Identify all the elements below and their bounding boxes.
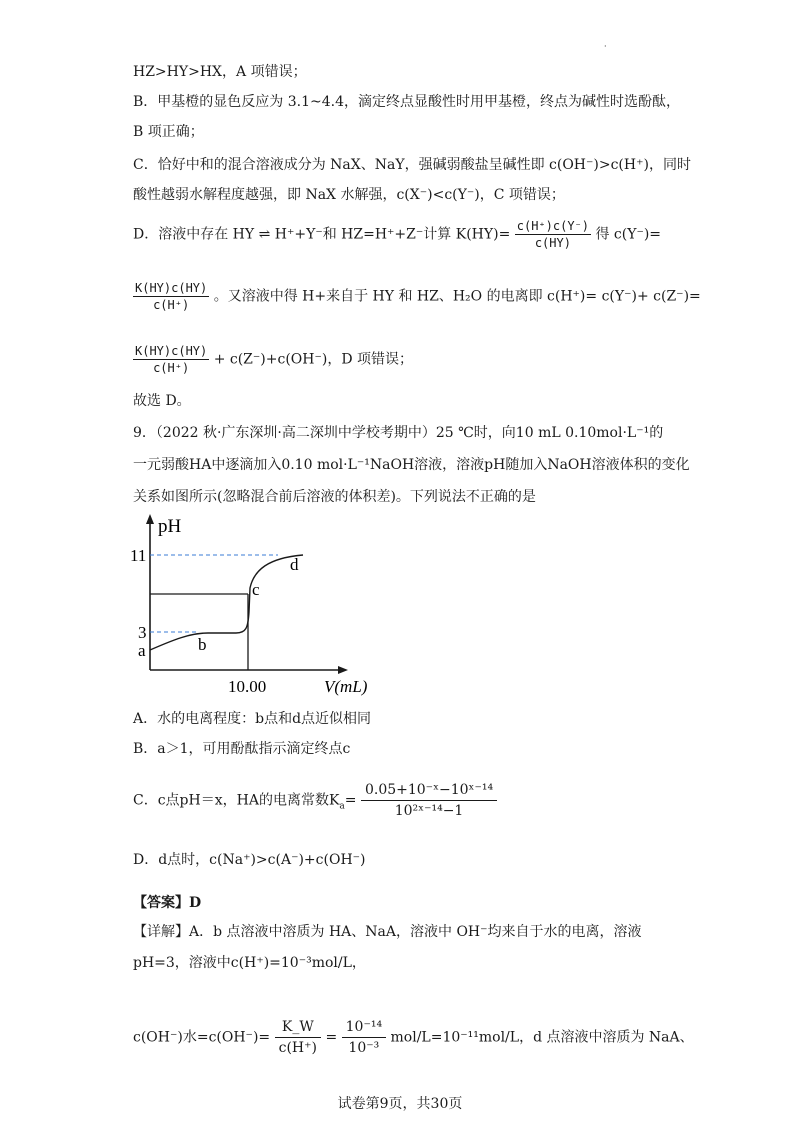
khy-denominator: c(HY) [534, 236, 571, 250]
text-line-4: C．恰好中和的混合溶液成分为 NaX、NaY，强碱弱酸盐呈碱性即 c(OH⁻)>c(H⁺)，同时 [133, 157, 691, 173]
answer: 【答案】D [133, 895, 202, 911]
khy-numerator: c(H⁺)c(Y⁻) [516, 219, 589, 233]
option-c [133, 780, 497, 821]
ka-subscript: a [339, 801, 345, 812]
kw-denominator: c(H⁺) [278, 1040, 317, 1056]
option-a: A．水的电离程度：b点和d点近似相同 [133, 711, 372, 727]
point-d-label: d [290, 555, 299, 574]
question-9-line-2: 一元弱酸HA中逐滴加入0.10 mol·L⁻¹NaOH溶液，溶液pH随加入NaOH溶液体积的变化 [133, 457, 690, 473]
page-footer: 试卷第9页，共30页 [337, 1096, 463, 1112]
khy-fraction [515, 218, 591, 251]
ratio-numerator: 10⁻¹⁴ [342, 1017, 386, 1038]
option-c-eq: = [344, 792, 357, 809]
y-axis-arrow [146, 514, 154, 524]
point-a-label: a [138, 641, 146, 660]
x-axis-label: V(mL) [324, 677, 368, 696]
cy2-fraction [133, 343, 209, 376]
line7-text: 。又溶液中得 H+来自于 HY 和 HZ、H₂O 的电离即 c(H⁺)= c(Y⁻)+ c(Z⁻)= [213, 288, 701, 305]
text-line-3: B 项正确； [133, 124, 204, 140]
text-line-7 [133, 280, 701, 313]
option-b: B．a＞1，可用酚酞指示滴定终点c [133, 741, 351, 757]
tick-3: 3 [138, 623, 147, 642]
text-line-1: HZ>HY>HX，A 项错误； [133, 64, 307, 80]
cy2-denominator: c(H⁺) [153, 361, 190, 375]
option-d: D．d点时，c(Na⁺)>c(A⁻)+c(OH⁻) [133, 852, 366, 868]
cy2-numerator: K(HY)c(HY) [135, 344, 208, 358]
text-line-9: 故选 D。 [133, 393, 191, 409]
point-b-label: b [198, 635, 207, 654]
x-tick-10: 10.00 [228, 677, 267, 696]
ratio-fraction [342, 1017, 386, 1058]
cy-denominator: c(H⁺) [153, 298, 190, 312]
ka-numerator: 0.05+10⁻ˣ−10ˣ⁻¹⁴ [361, 780, 497, 801]
ratio-denominator: 10⁻³ [348, 1040, 380, 1056]
ka-denominator: 10²ˣ⁻¹⁴−1 [394, 803, 464, 819]
x-axis-arrow [338, 666, 348, 674]
text-line-5: 酸性越弱水解程度越强，即 NaX 水解强，c(X⁻)<c(Y⁻)，C 项错误； [133, 187, 565, 203]
tick-11: 11 [130, 546, 147, 565]
line6-text-a: D．溶液中存在 HY ⇌ H⁺+Y⁻和 HZ=H⁺+Z⁻计算 K(HY)= [133, 226, 511, 243]
line8-text: + c(Z⁻)+c(OH⁻)，D 项错误； [213, 351, 414, 368]
exp3-text-b: mol/L=10⁻¹¹mol/L，d 点溶液中溶质为 NaA、 [390, 1029, 694, 1046]
explanation-line-2: pH=3，溶液中c(H⁺)=10⁻³mol/L， [133, 955, 366, 971]
cy-numerator: K(HY)c(HY) [135, 281, 208, 295]
option-c-text: C．c点pH＝x，HA的电离常数K [133, 792, 340, 809]
text-line-6 [133, 218, 661, 251]
titration-curve-graph [128, 512, 398, 697]
ka-fraction [361, 780, 497, 821]
text-line-2: B．甲基橙的显色反应为 3.1~4.4，滴定终点显酸性时用甲基橙，终点为碱性时选酚酞， [133, 94, 680, 110]
explanation-line-1: 【详解】A．b 点溶液中溶质为 HA、NaA，溶液中 OH⁻均来自于水的电离，溶液 [133, 924, 642, 940]
titration-curve [150, 555, 303, 650]
exp3-text-a: c(OH⁻)水=c(OH⁻)= [133, 1029, 271, 1046]
text-line-8 [133, 343, 413, 376]
explanation-line-3 [133, 1017, 694, 1058]
kw-fraction [275, 1017, 321, 1058]
kw-numerator: K_W [275, 1017, 321, 1038]
corner-dot: · [604, 42, 607, 51]
line6-text-b: 得 c(Y⁻)= [595, 226, 662, 243]
y-axis-label: pH [158, 516, 182, 537]
point-c-label: c [252, 580, 260, 599]
question-9-line-3: 关系如图所示(忽略混合前后溶液的体积差)。下列说法不正确的是 [133, 489, 536, 505]
cy-fraction [133, 280, 209, 313]
question-9-line-1: 9．（2022 秋·广东深圳·高二深圳中学校考期中）25 ℃时，向10 mL 0.10mol·L⁻¹的 [133, 425, 664, 441]
exp3-eq: = [325, 1029, 338, 1046]
